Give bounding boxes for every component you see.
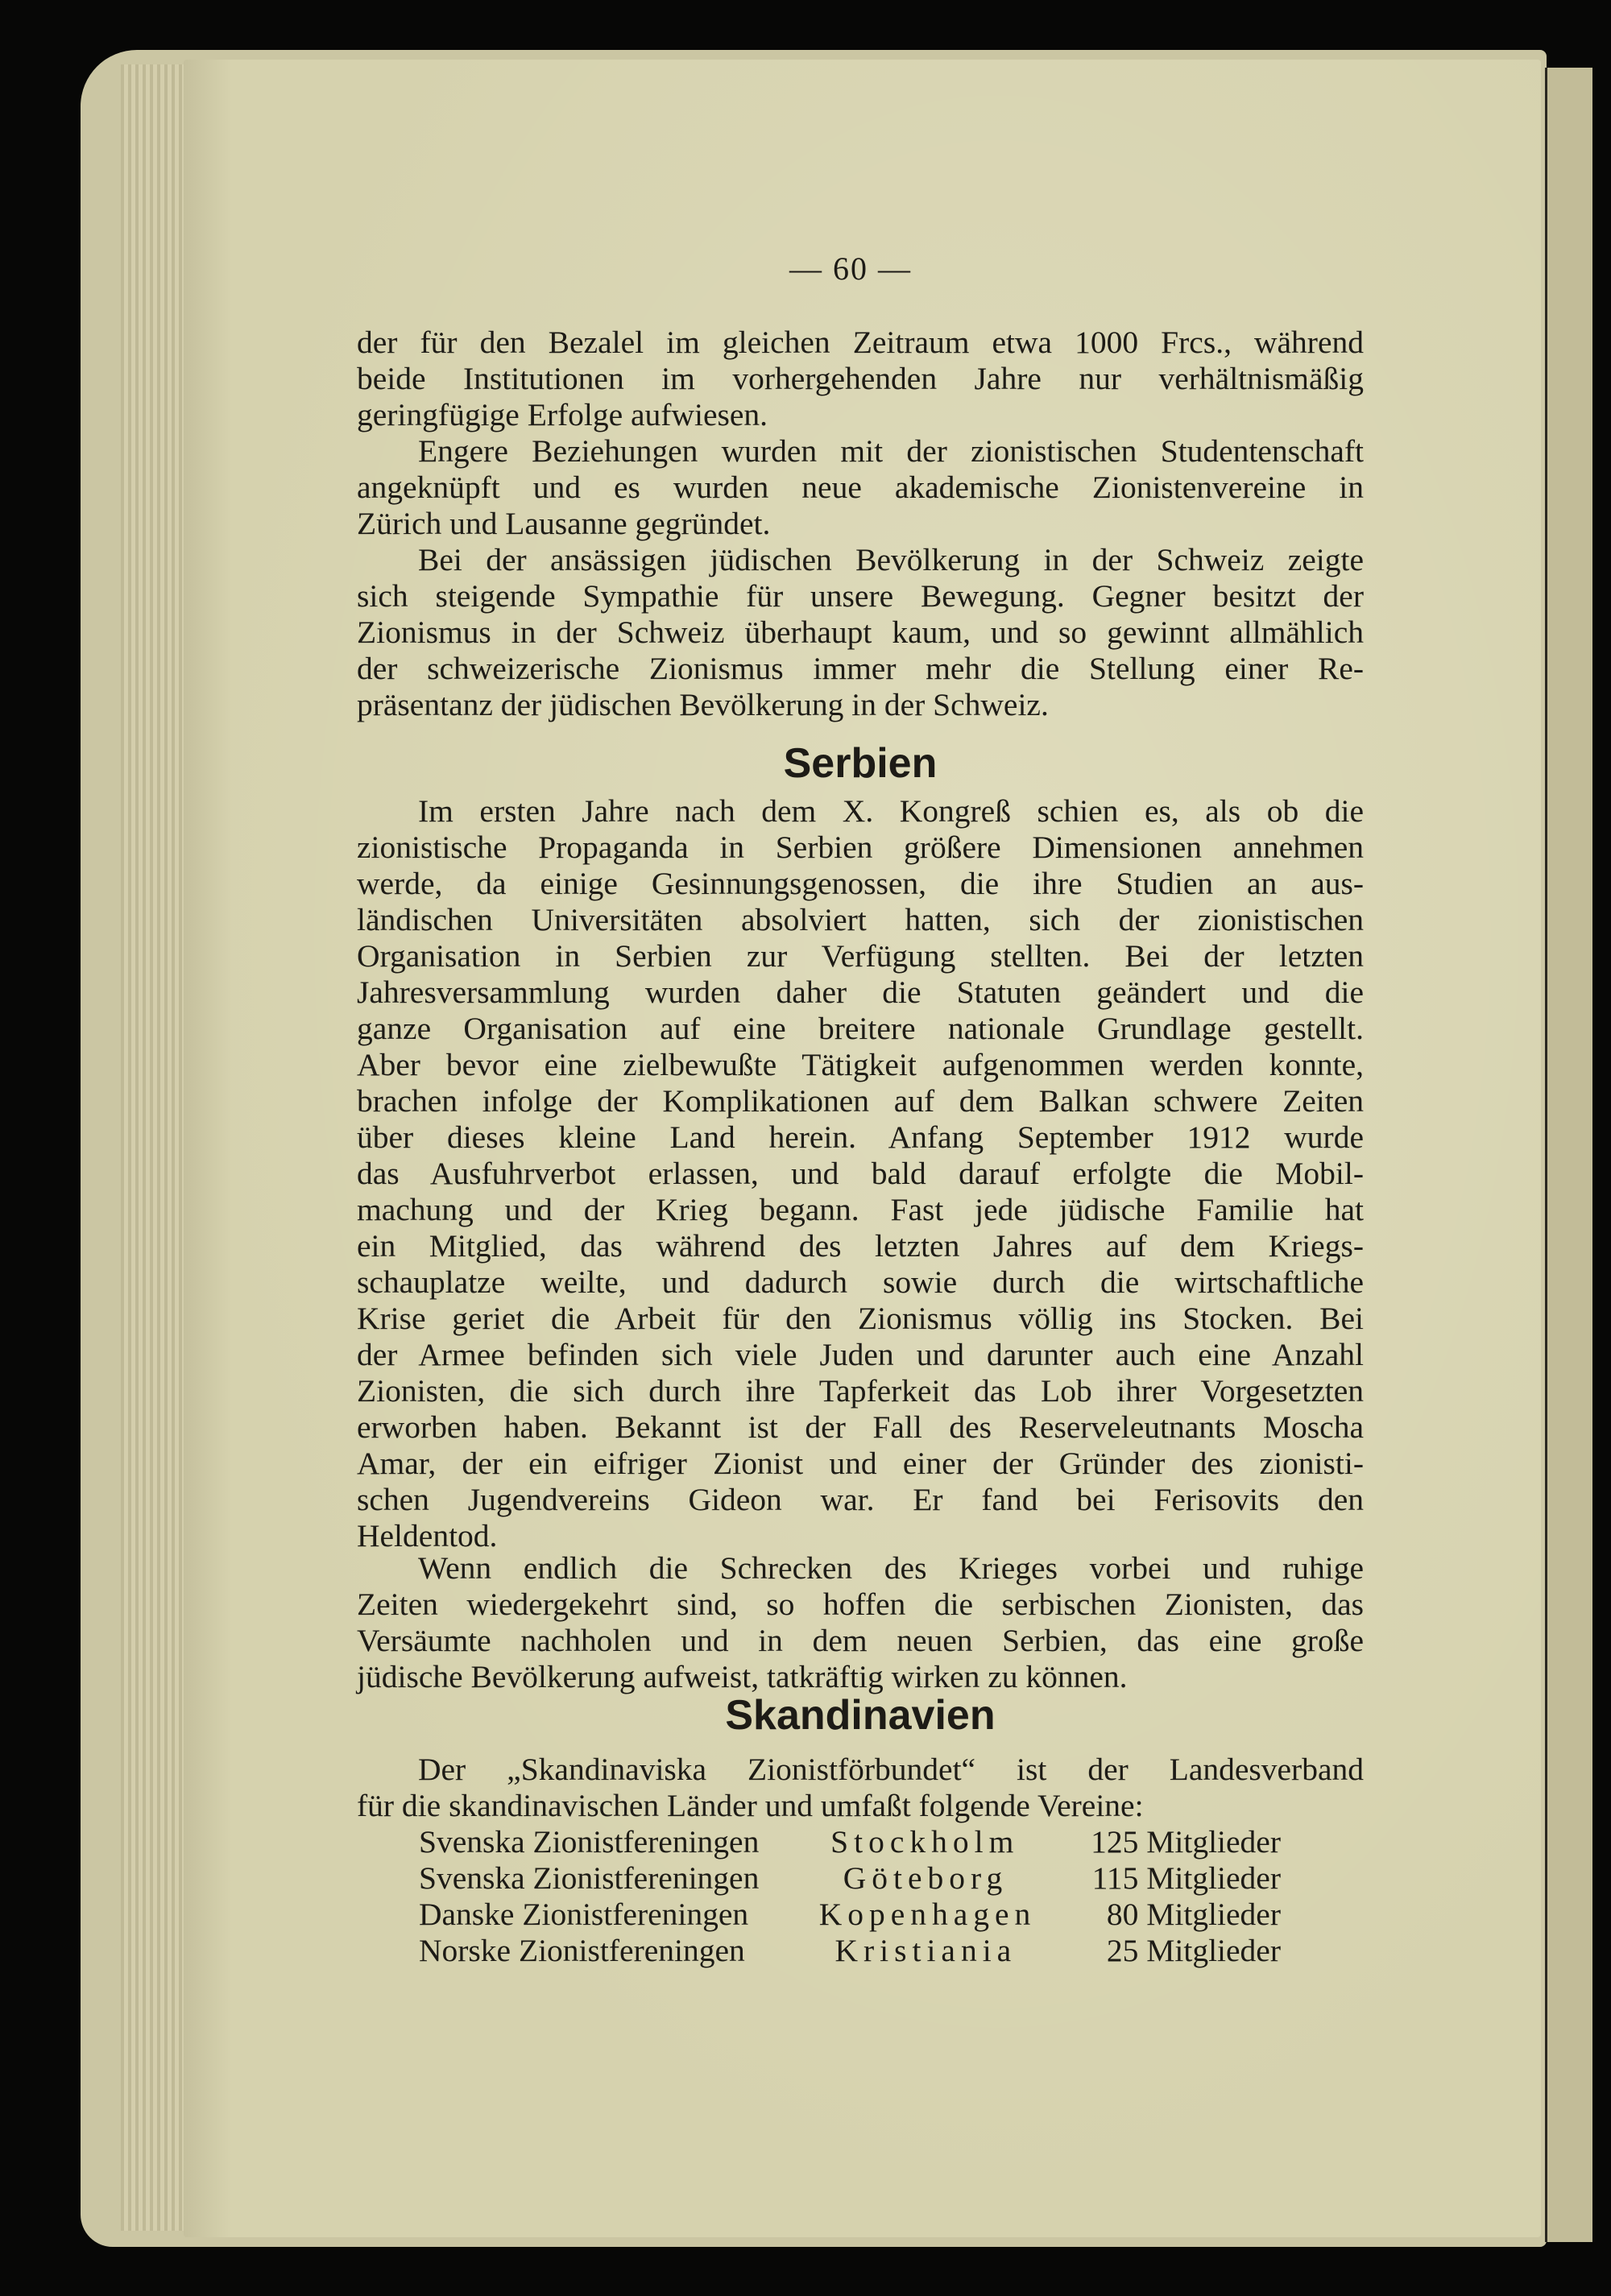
text-line: der Armee befinden sich viele Juden und darunter auch eine Anzahl <box>357 1337 1364 1372</box>
association-name: Svenska Zionistfereningen <box>419 1860 760 1896</box>
text-line: Krise geriet die Arbeit für den Zionismus völlig ins Stocken. Bei <box>357 1301 1364 1336</box>
scandinavia-paragraph <box>357 1752 1364 1824</box>
association-city: Stockholm <box>830 1824 1020 1860</box>
text-line: Wenn endlich die Schrecken des Krieges vorbei und ruhige <box>418 1550 1364 1586</box>
text-line: ländischen Universitäten absolviert hatten, sich der zionistischen <box>357 902 1364 937</box>
text-line: präsentanz der jüdischen Bevölkerung in der Schweiz. <box>357 687 1049 722</box>
section-heading-serbien: Serbien <box>783 740 938 787</box>
text-line: sich steigende Sympathie für unsere Bewegung. Gegner besitzt der <box>357 578 1364 614</box>
association-city: Kristiania <box>834 1933 1017 1968</box>
text-line: der schweizerische Zionismus immer mehr die Stellung einer Re- <box>357 651 1364 686</box>
text-line: machung und der Krieg begann. Fast jede jüdische Familie hat <box>357 1192 1364 1227</box>
association-name: Danske Zionistfereningen <box>419 1897 749 1932</box>
association-members: 125 Mitglieder <box>1091 1824 1281 1860</box>
text-line: ganze Organisation auf eine breitere nationale Grundlage gestellt. <box>357 1011 1364 1046</box>
serbia-paragraph-1 <box>357 793 1364 1554</box>
text-line: zionistische Propaganda in Serbien größere Dimensionen annehmen <box>357 829 1364 865</box>
association-name: Svenska Zionistfereningen <box>419 1824 760 1860</box>
association-name: Norske Zionistfereningen <box>419 1933 745 1968</box>
text-line: geringfügige Erfolge aufwiesen. <box>357 397 768 432</box>
text-line: schen Jugendvereins Gideon war. Er fand bei Ferisovits den <box>357 1482 1364 1517</box>
text-line: das Ausfuhrverbot erlassen, und bald darauf erfolgte die Mobil- <box>357 1156 1364 1191</box>
text-line: Zionismus in der Schweiz überhaupt kaum, und so gewinnt allmählich <box>357 614 1364 650</box>
text-line: Organisation in Serbien zur Verfügung stellten. Bei der letzten <box>357 938 1364 974</box>
text-line: ein Mitglied, das während des letzten Jahres auf dem Kriegs- <box>357 1228 1364 1264</box>
text-line: brachen infolge der Komplikationen auf dem Balkan schwere Zeiten <box>357 1083 1364 1119</box>
facing-page-edge <box>1545 68 1592 2242</box>
switzerland-paragraph <box>357 542 1364 723</box>
text-line: Jahresversammlung wurden daher die Statuten geändert und die <box>357 974 1364 1010</box>
association-city: Göteborg <box>843 1860 1008 1896</box>
association-list <box>419 1824 1281 1969</box>
list-item <box>419 1897 1281 1933</box>
text-line: Amar, der ein eifriger Zionist und einer der Gründer des zionisti- <box>357 1446 1364 1481</box>
text-line: schauplatze weilte, und dadurch sowie durch die wirtschaftliche <box>357 1264 1364 1300</box>
list-item <box>419 1860 1281 1897</box>
list-item <box>419 1824 1281 1860</box>
section-heading-skandinavien: Skandinavien <box>725 1692 996 1739</box>
association-members: 115 Mitglieder <box>1091 1860 1281 1896</box>
association-city: Kopenhagen <box>818 1897 1037 1932</box>
association-members: 80 Mitglieder <box>1106 1897 1281 1932</box>
text-line: angeknüpft und es wurden neue akademische Zionistenvereine in <box>357 470 1364 505</box>
text-line: Zionisten, die sich durch ihre Tapferkeit das Lob ihrer Vorgesetzten <box>357 1373 1364 1409</box>
text-line: jüdische Bevölkerung aufweist, tatkräftig wirken zu können. <box>357 1659 1128 1694</box>
text-line: Zeiten wiedergekehrt sind, so hoffen die serbischen Zionisten, das <box>357 1587 1364 1622</box>
text-line: Im ersten Jahre nach dem X. Kongreß schien es, als ob die <box>418 793 1364 829</box>
text-line: Heldentod. <box>357 1518 498 1553</box>
page-number: — 60 — <box>789 250 912 287</box>
text-line: Der „Skandinaviska Zionistförbundet“ ist der Landesverband <box>418 1752 1364 1787</box>
text-line: erworben haben. Bekannt ist der Fall des Reserveleutnants Moscha <box>357 1409 1364 1445</box>
text-line: werde, da einige Gesinnungsgenossen, die ihre Studien an aus- <box>357 866 1364 901</box>
page-edges <box>121 64 193 2231</box>
text-line: Versäumte nachholen und in dem neuen Serbien, das eine große <box>357 1623 1364 1658</box>
text-line: Aber bevor eine zielbewußte Tätigkeit aufgenommen werden konnte, <box>357 1047 1364 1082</box>
association-members: 25 Mitglieder <box>1106 1933 1281 1968</box>
serbia-paragraph-2 <box>357 1550 1364 1695</box>
students-paragraph <box>357 433 1364 542</box>
intro-paragraph <box>357 325 1364 433</box>
text-line: für die skandinavischen Länder und umfaßt folgende Vereine: <box>357 1788 1144 1823</box>
text-line: beide Institutionen im vorhergehenden Jahre nur verhältnismäßig <box>357 361 1364 396</box>
text-line: Engere Beziehungen wurden mit der zionistischen Studentenschaft <box>418 433 1364 469</box>
text-line: der für den Bezalel im gleichen Zeitraum etwa 1000 Frcs., während <box>357 325 1364 360</box>
text-line: Bei der ansässigen jüdischen Bevölkerung in der Schweiz zeigte <box>418 542 1364 577</box>
text-line: Zürich und Lausanne gegründet. <box>357 506 771 541</box>
text-line: über dieses kleine Land herein. Anfang September 1912 wurde <box>357 1119 1364 1155</box>
list-item <box>419 1933 1281 1969</box>
